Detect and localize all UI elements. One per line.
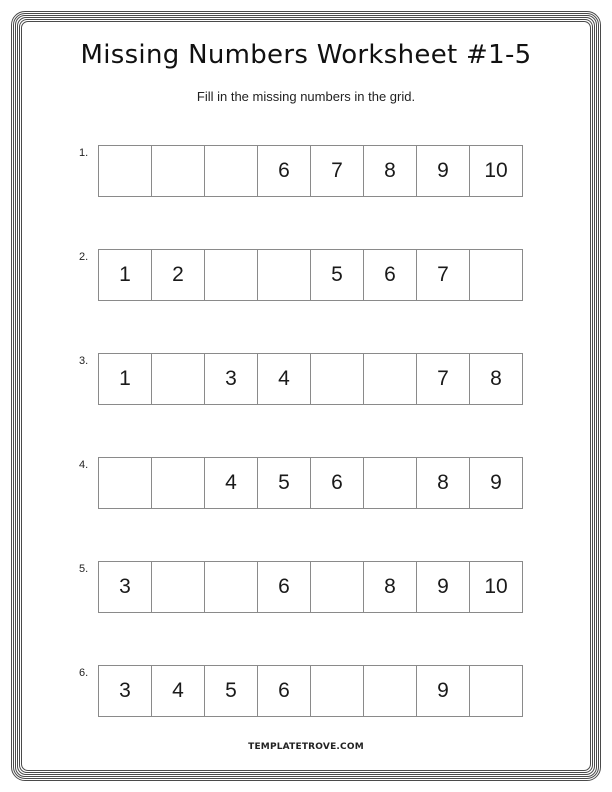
- number-cell: 2: [151, 249, 205, 301]
- blank-cell[interactable]: [363, 665, 417, 717]
- blank-cell[interactable]: [98, 145, 152, 197]
- number-cell: 6: [257, 561, 311, 613]
- number-cell: 9: [416, 665, 470, 717]
- number-grid: [98, 145, 523, 197]
- number-cell: 9: [416, 145, 470, 197]
- blank-cell[interactable]: [204, 249, 258, 301]
- number-cell: 6: [257, 665, 311, 717]
- row-number: 3.: [79, 355, 89, 367]
- row-number: 1.: [79, 147, 89, 159]
- number-cell: 1: [98, 249, 152, 301]
- number-cell: 6: [363, 249, 417, 301]
- row-number: 4.: [79, 459, 89, 471]
- row-number: 5.: [79, 563, 89, 575]
- exercise-row: [0, 249, 612, 301]
- blank-cell[interactable]: [363, 353, 417, 405]
- number-cell: 3: [204, 353, 258, 405]
- blank-cell[interactable]: [151, 353, 205, 405]
- exercise-row: [0, 665, 612, 717]
- exercise-row: [0, 457, 612, 509]
- row-number: 2.: [79, 251, 89, 263]
- number-cell: 8: [363, 145, 417, 197]
- blank-cell[interactable]: [204, 561, 258, 613]
- blank-cell[interactable]: [151, 457, 205, 509]
- footer-brand: TEMPLATETROVE.COM: [248, 742, 364, 752]
- number-grid: [98, 353, 523, 405]
- number-cell: 4: [204, 457, 258, 509]
- blank-cell[interactable]: [310, 561, 364, 613]
- number-grid: [98, 457, 523, 509]
- blank-cell[interactable]: [204, 145, 258, 197]
- row-number: 6.: [79, 667, 89, 679]
- number-cell: 6: [310, 457, 364, 509]
- number-cell: 7: [310, 145, 364, 197]
- blank-cell[interactable]: [310, 665, 364, 717]
- number-grid: [98, 665, 523, 717]
- number-cell: 5: [204, 665, 258, 717]
- number-cell: 7: [416, 353, 470, 405]
- exercise-row: [0, 353, 612, 405]
- number-cell: 9: [416, 561, 470, 613]
- number-cell: 10: [469, 561, 523, 613]
- number-cell: 6: [257, 145, 311, 197]
- number-cell: 3: [98, 665, 152, 717]
- blank-cell[interactable]: [310, 353, 364, 405]
- number-cell: 5: [257, 457, 311, 509]
- blank-cell[interactable]: [469, 249, 523, 301]
- number-cell: 8: [469, 353, 523, 405]
- number-cell: 1: [98, 353, 152, 405]
- instructions: Fill in the missing numbers in the grid.: [196, 89, 416, 104]
- number-grid: [98, 249, 523, 301]
- blank-cell[interactable]: [151, 561, 205, 613]
- number-cell: 8: [416, 457, 470, 509]
- worksheet-title: Missing Numbers Worksheet #1-5: [80, 40, 532, 70]
- blank-cell[interactable]: [469, 665, 523, 717]
- blank-cell[interactable]: [257, 249, 311, 301]
- number-cell: 8: [363, 561, 417, 613]
- blank-cell[interactable]: [363, 457, 417, 509]
- blank-cell[interactable]: [151, 145, 205, 197]
- number-cell: 9: [469, 457, 523, 509]
- exercise-row: [0, 561, 612, 613]
- number-grid: [98, 561, 523, 613]
- number-cell: 5: [310, 249, 364, 301]
- number-cell: 7: [416, 249, 470, 301]
- number-cell: 10: [469, 145, 523, 197]
- number-cell: 4: [151, 665, 205, 717]
- number-cell: 4: [257, 353, 311, 405]
- number-cell: 3: [98, 561, 152, 613]
- blank-cell[interactable]: [98, 457, 152, 509]
- exercise-row: [0, 145, 612, 197]
